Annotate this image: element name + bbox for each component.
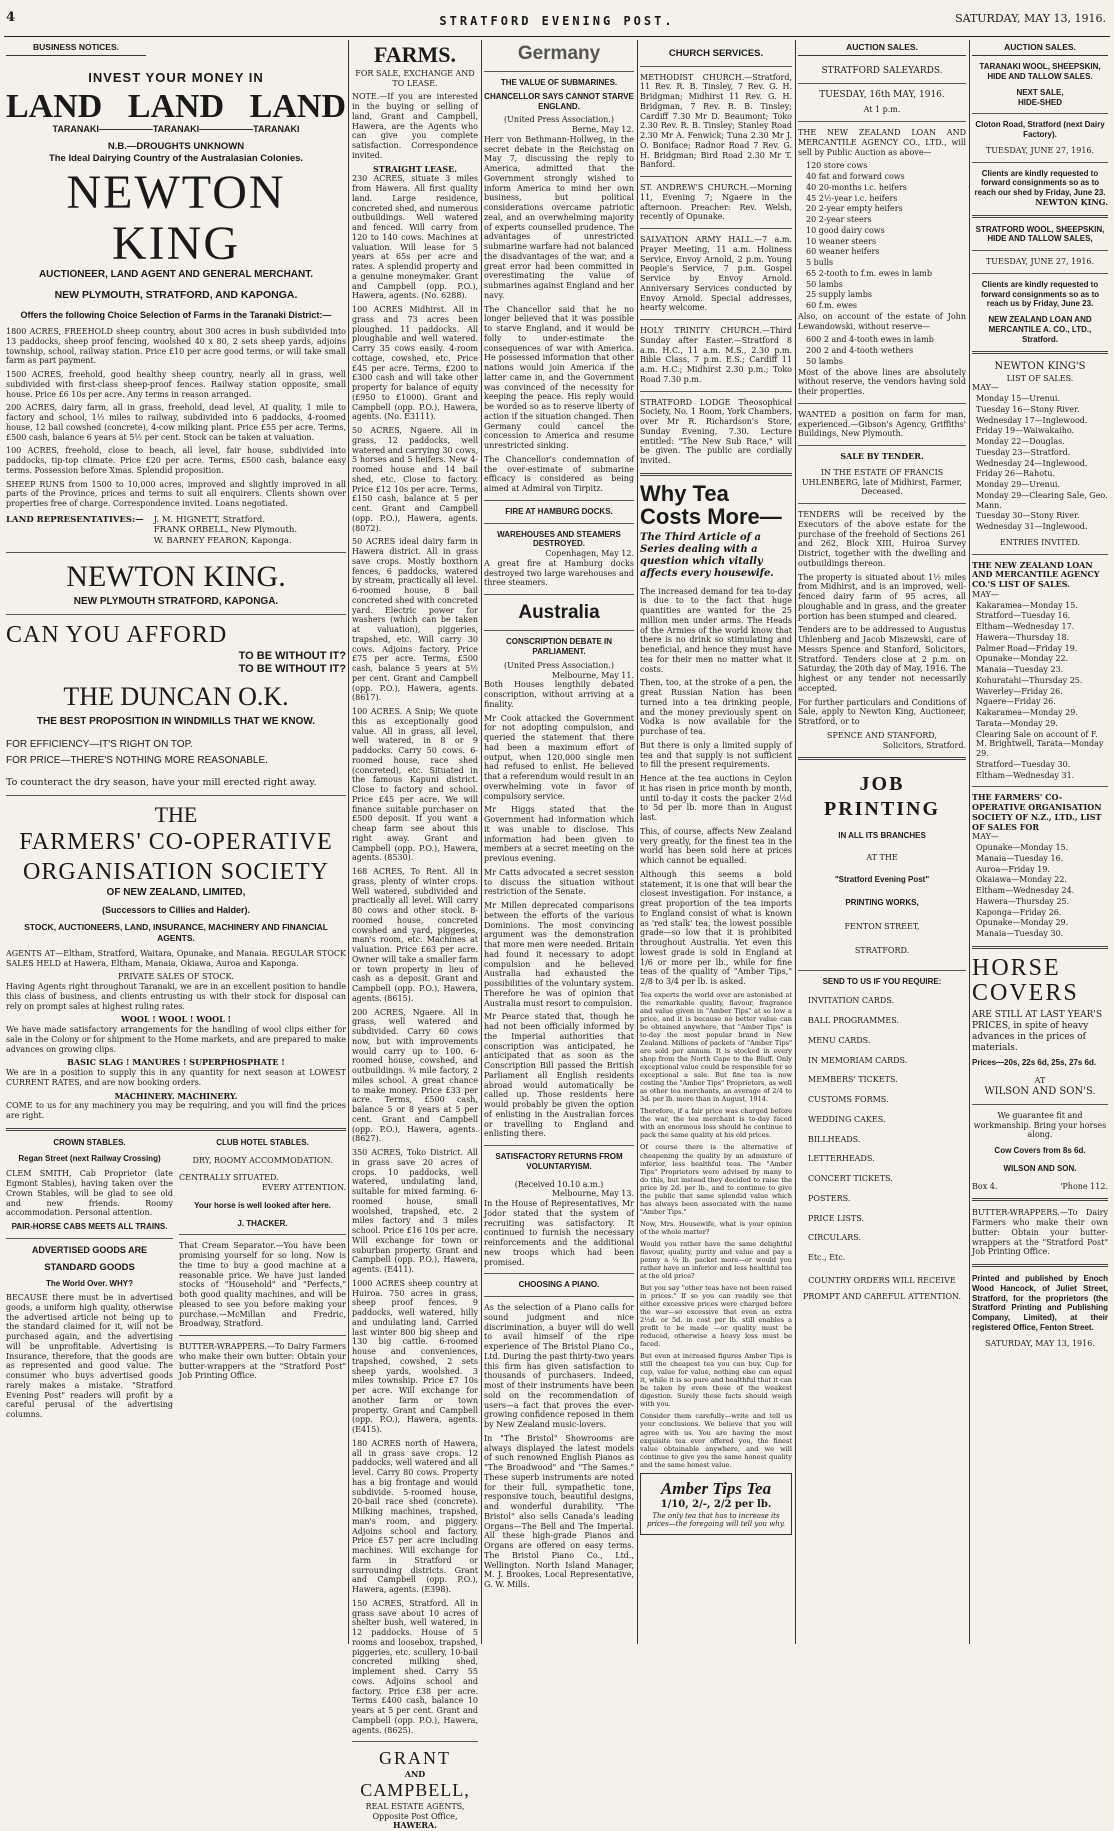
club-every: EVERY ATTENTION. (261, 1183, 346, 1193)
saleyards-also: Also, on account of the estate of John Lewandowski, without reserve— (798, 311, 966, 331)
farm-listing: 100 ACRES, freehold, close to beach, all level, fair house, subdivided into paddocks, tip-top climate. Price £20 per acre. Terms, £500 cash, balance easy terms. Possession before Xmas. Splendid proposition. (6, 446, 346, 475)
wool1-text: Clients are kindly requested to forward consignments so as to reach our shed by Friday, June 23. (974, 168, 1106, 198)
copenhagen-date: Copenhagen, May 12. (545, 549, 634, 559)
campbell-name: CAMPBELL, (360, 1780, 470, 1801)
nk-offers: Offers the following Choice Selection of Farms in the Taranaki District:— (20, 310, 332, 321)
fcos-private-text: Having Agents right throughout Taranaki, we are in an excellent position to handle this class of business, and clients entrusting us with their stock for disposal can rely on prompt sales at highest ruling rates. (6, 982, 346, 1011)
wool1-hide: HIDE-SHED (1017, 97, 1062, 107)
amber-tips-logo: Amber Tips Tea (660, 1478, 772, 1498)
tea-p: This, of course, affects New Zealand very greatly, for the finest tea in the world has been sold here at prices which cannot be equalled. (640, 826, 792, 866)
duncan-advert (6, 621, 346, 789)
church-lodge: STRATFORD LODGE Theosophical Society, No. 1 Room, York Chambers, over Mr R. Richardson's Store, Sunday Evening, 7.30. Lecture entitled: "The New Sub Race," will be given. The public are cordially invited. (640, 397, 792, 466)
tea-p: Then, too, at the stroke of a pen, the great Russian Nation has been turned into a tea drinking people, and the money previously spent on Vodka is now available for the purchase of tea. (640, 678, 792, 737)
fcos-the: THE (154, 801, 198, 827)
nzlm-may: MAY— (972, 589, 999, 599)
list-item: Tarata—Monday 29. (976, 718, 1058, 728)
cream-separator: That Cream Separator.—You have been promising yourself for so long. Now is the time to buy a good machine at a reasonable price. We have just landed stocks of "Household" and "Perfects," both good quality machines, and will be pleased to see you before making your purchase.—McMillan and Fredric, Broadway, Stratford. (179, 1241, 346, 1329)
fcos-stock: STOCK, AUCTIONEERS, LAND, INSURANCE, MACHINERY AND FINANCIAL AGENTS. (24, 922, 328, 943)
horse-title1: HORSE (972, 954, 1061, 981)
land-word: LAND (127, 88, 225, 126)
list-item: 20 2-year steers (806, 215, 872, 225)
fcos-machinery-text: COME to us for any machinery you may be requiring, and you will find the prices are right. (6, 1101, 346, 1121)
wool1-title: TARANAKI WOOL, SHEEPSKIN, HIDE AND TALLOW SALES. (979, 62, 1101, 82)
received-time: (Received 10.10 a.m.) (514, 1179, 604, 1189)
fcos-slag-text: We are in a position to supply this in any quantity for next season at LOWEST CURRENT RATES, and are now booking orders. (6, 1068, 346, 1087)
fcos-name2: ORGANISATION SOCIETY (23, 858, 329, 885)
list-item: 25 supply lambs (806, 290, 872, 300)
reps-label: LAND REPRESENTATIVES:— (6, 514, 144, 525)
germany-p2: The Chancellor said that he no longer believed that it was possible to starve England, and it would be folly to under-estimate the consequences of war with America. He possessed information that other nations would join America if the latter came in, and the Government was convinced of the necessity for keeping the peace. His reply would be worded so as to reserve liberty of action if the situation changed. Then Germany could cancel the concession to America and resume unrestricted sinking. (484, 304, 634, 451)
list-item: Monday 29—Urenui. (976, 480, 1060, 490)
tea-p: Therefore, if a fair price was charged before the war, the tea merchant is to-day faced with an enormous loss should he continue to pack the same quality at his old prices. (640, 1107, 792, 1140)
droughts-line: N.B.—DROUGHTS UNKNOWN (107, 141, 245, 153)
job-list (798, 996, 966, 1263)
farm-item: 200 ACRES, Ngaere. All in grass, well watered and subdivided. Carry 60 cows now, but with improvements would carry up to 100. 6-roomed house, cowshed, and outbuildings. ¾ mile factory, 2 miles school. A great chance to make money. Price £33 per acre. Terms, £500 cash, balance 5 or 8 years at 5 per cent. Grant and Campbell (opp. P.O.), Hawera, agents. (8627). (352, 1007, 478, 1144)
grant-rea: REAL ESTATE AGENTS, (365, 1801, 465, 1811)
horse-phone: 'Phone 112. (1060, 1181, 1108, 1191)
australia-p2: Mr Cook attacked the Government for not adopting compulsion, and queried the statement that there had been a maximum effort of output, when 120,000 single men had refused to enlist. He believed that a referendum would result in an overwhelming vote in favor of compulsory service. (484, 713, 634, 801)
list-item: 200 2 and 4-tooth wethers (806, 346, 914, 356)
nksales-list (972, 394, 1108, 532)
club-title: CLUB HOTEL STABLES. (216, 1137, 309, 1147)
job-street: FENTON STREET, (844, 922, 920, 932)
job-title2: PRINTING (823, 797, 940, 820)
germany-p3: The Chancellor's condemnation of the over-estimate of submarine efficacy is considered as being aimed at Admiral von Tirpitz. (484, 454, 634, 494)
list-item: Manaia—Tuesday 30. (976, 929, 1064, 939)
page-number: 4 (6, 10, 16, 25)
wool1-place: Cloton Road, Stratford (next Dairy Factory). (975, 120, 1105, 140)
tea-p: Consider them carefully—write and tell us your conclusions. We believe that you will agree with us. You are having the most exquisite tea ever offered you, the finest value obtainable anywhere, and we will continue to give you the same honest quality and the same honest value. (640, 1412, 792, 1469)
list-item: 45 2½-year i.c. heifers (806, 193, 898, 203)
list-item: MEMBERS' TICKETS. (808, 1075, 898, 1085)
germany-title: Germany (517, 43, 601, 64)
newton-king-title-small: NEWTON KING. (66, 559, 286, 593)
list-item: 5 bulls (806, 258, 834, 268)
list-item: Tuesday 30—Stony River. (976, 511, 1080, 521)
list-item: Etc., Etc. (808, 1253, 846, 1263)
without-it: TO BE WITHOUT IT? (238, 649, 346, 662)
list-item: POSTERS. (808, 1193, 851, 1203)
wanted-advert: WANTED a position on farm for man, experienced.—Gibson's Agency, Griffiths' Buildings, New Plymouth. (798, 409, 966, 439)
wool2-title: STRATFORD WOOL, SHEEPSKIN, HIDE AND TALLOW SALES, (975, 224, 1105, 244)
farms-title: FARMS. (373, 42, 457, 67)
list-item: Auroa—Friday 19. (976, 864, 1050, 874)
list-item: CONCERT TICKETS. (808, 1174, 893, 1184)
taranaki-row: TARANAKI——————TARANAKI——————TARANAKI (52, 124, 300, 135)
list-item: Wednesday 24—Inglewood. (976, 458, 1088, 468)
germany-sub1: THE VALUE OF SUBMARINES. (500, 78, 618, 88)
club-name: J. THACKER. (237, 1218, 288, 1228)
imprint-date: SATURDAY, MAY 13, 1916. (985, 1338, 1095, 1348)
column-auction-sales (798, 42, 966, 1642)
tea-p: Of course there is the alternative of cheapening the quality by an admixture of inferior, less healthful teas. The "Amber Tips" Proprietors were advised by many to do this, but instead they decided to raise the price by 2d. per lb., and to continue to give the public that same splendid value which has always been associated with the name "Amber Tips." (640, 1143, 792, 1216)
australia-title: Australia (518, 602, 600, 624)
tea-p: Hence at the tea auctions in Ceylon it has risen in price month by month, until to-day it costs the packer 2½d to 5d per lb. more than in August last. (640, 774, 792, 823)
saleyards-also-list (798, 335, 966, 366)
can-you-afford: CAN YOU AFFORD (6, 621, 228, 648)
column-business-notices (6, 42, 346, 1642)
job-town: STRATFORD. (854, 945, 910, 955)
adv-title: ADVERTISED GOODS ARE (31, 1244, 148, 1255)
list-item: PRICE LISTS. (808, 1213, 865, 1223)
tender-sig: SPENCE AND STANFORD, (827, 730, 937, 740)
fcos-private: PRIVATE SALES OF STOCK. (118, 972, 234, 982)
tender-p3: Tenders are to be addressed to Augustus Uhlenberg and Jacob Miszewski, care of Messrs Spence and Stanford, Solicitors, Stratford. Tenders close at 2 p.m. on Saturday, the 20th day of May, 1916. The highest or any tender not necessarily accepted. (798, 625, 966, 693)
farm-item: 168 ACRES, To Rent. All in grass, plenty of winter crops. Well watered, subdivided and practically all level. Will carry 80 cows and other stock. 8-roomed house, concreted cowshed and yard, piggeries, man's room, etc. Machines at valuation. Price £63 per acre. Owner will take a smaller farm or town property in lieu of cash as a deposit. Grant and Campbell (opp. P.O.), Hawera, agents. (8615). (352, 867, 478, 1003)
list-item: 10 good dairy cows (806, 225, 885, 235)
church-methodist: METHODIST CHURCH.—Stratford, 11 Rev. R. B. Tinsley, 7 Rev. G. H. Bridgman; Midhirst 11 Rev. G. H. Bridgman, 7 Rev. R. B. Tinsley; Cardiff 7.30 Mr D. Beaumont; Toko 2.30 Rev. R. B. Tinsley; Stanley Road 2.30 Mr A. Fenwick; Tuna 2.30 Mr J. O. Boniface; Radnor Road 7 Rev. G. H. Bridgman; Bird Road 2.30 Mr T. Banford. (640, 72, 792, 170)
invest-heading: INVEST YOUR MONEY IN (88, 70, 264, 86)
fcos-machinery: MACHINERY. MACHINERY. (114, 1090, 238, 1101)
land-row (6, 90, 346, 124)
farm-item: 50 ACRES ideal dairy farm in Hawera district. All in grass save crops. Mostly boxthorn fences, 6 paddocks, watered by stream, practically all level. 6-roomed house, 8 bail concreted shed with concreted yard. Electric power for washers (which can be taken at valuation), piggeries, trapshed, etc. Will carry 30 cows. Adjoins factory. Price £75 per acre. Terms, £500 cash, balance 5 years at 5½ per cent. Grant and Campbell (opp. P.O.), Hawera, agents. (8617). (352, 537, 478, 703)
list-item: Kakaramea—Monday 15. (976, 600, 1078, 610)
saleyards-date: TUESDAY, 16th MAY, 1916. (819, 90, 945, 101)
wool2-text: Clients are kindly requested to forward consignments so as to reach us by Friday, June 23. (980, 279, 1100, 309)
tender-p2: The property is situated about 1½ miles from Midhirst, and is an improved, well-fenced dairy farm of 95 acres, all ploughable and in grass, and the greater portion has been stumped and cleared. (798, 572, 966, 621)
list-item: Stratford—Tuesday 30. (976, 759, 1071, 769)
list-item: Tuesday 23—Stratford. (976, 447, 1071, 457)
list-item: Monday 22—Douglas. (976, 437, 1065, 447)
list-item: Manaia—Tuesday 16. (976, 853, 1064, 863)
fcos-agents: AGENTS AT—Eltham, Stratford, Waitara, Opunake, and Manaia. REGULAR STOCK SALES HELD at Hawera, Eltham, Manaia, Okiawa, Auroa and Kaponga. (6, 948, 346, 968)
column-church-tea (640, 42, 792, 1642)
column-farms (352, 42, 478, 1831)
tea-p: Would you rather have the same delightful flavour, quality, purity and value and pay a penny a ¼ lb. packet more—or would you rather have an inferior and less healthful tea at the old price? (640, 1239, 792, 1280)
tender-title: SALE BY TENDER. (840, 451, 924, 462)
nksales-entries: ENTRIES INVITED. (999, 537, 1081, 547)
masthead (0, 10, 1114, 36)
farms-sub: FOR SALE, EXCHANGE AND TO LEASE. (355, 68, 475, 88)
list-item: Stratford—Tuesday 16. (976, 611, 1071, 621)
fcos-wool: WOOL ! WOOL ! WOOL ! (120, 1014, 232, 1025)
adv-world: The World Over. WHY? (46, 1279, 133, 1289)
wool2-name: NEW ZEALAND LOAN AND MERCANTILE A. CO., LTD., Stratford. (988, 315, 1092, 344)
list-item: Wednesday 31—Inglewood. (976, 522, 1088, 532)
church-title: CHURCH SERVICES. (668, 48, 764, 59)
paper-date: SATURDAY, MAY 13, 1916. (955, 12, 1106, 25)
tea-sub: The Third Article of a Series dealing with a question which vitally affects every housewife. (640, 531, 774, 580)
duncan-price: FOR PRICE—THERE'S NOTHING MORE REASONABLE. (6, 754, 268, 766)
amber-tips-prices: 1/10, 2/-, 2/2 per lb. (660, 1499, 772, 1511)
list-item: Okaiawa—Monday 22. (976, 875, 1067, 885)
tender-p4: For further particulars and Conditions of Sale, apply to Newton King, Auctioneer, Stratford, or to (798, 697, 966, 727)
australia-assoc: (United Press Association.) (504, 660, 614, 670)
crown-stables-advert (6, 1138, 173, 1424)
nk2-towns: NEW PLYMOUTH STRATFORD, KAPONGA. (73, 595, 279, 607)
list-item: WEDDING CAKES. (808, 1114, 886, 1124)
farm-item: 180 ACRES north of Hawera, all in grass save crops. 12 paddocks, well watered and all level. Carry 80 cows. Property has a big frontage and would subdivide. 5-roomed house, 20-bail race shed (concrete). Milking machines, trapshed, man's room, and piggery. Adjoins school and factory. Price £57 per acre including machines. Will exchange for farm in Stratford or surrounding districts. Grant and Campbell (opp. P.O.), Hawera, agents. (E398). (352, 1438, 478, 1595)
warehouses: WAREHOUSES AND STEAMERS DESTROYED. (497, 529, 621, 549)
column-rule (969, 40, 970, 1644)
column-rule (637, 40, 638, 1644)
tea-p: But even at increased figures Amber Tips is still the cheapest tea you can buy. Cup for cup, value for value, nothing else can equal it, while it is so pure and healthful that it can be taken by even those of the weakest digestion. Surely these facts should weigh with you. (640, 1352, 792, 1409)
horse-prices: Prices—20s, 22s 6d, 25s, 27s 6d. (972, 1058, 1097, 1068)
farm-item: 50 ACRES, Ngaere. All in grass, 12 paddocks, well watered and carrying 30 cows, 5 horses and 5 heifers. New 4-roomed house and 14 bail shed, etc. Close to factory. Price £12 10s per acre. Terms, £150 cash, balance at 5 per cent. Grant and Campbell (opp. P.O.), Hawera, agents. (8072). (352, 426, 478, 533)
column-cables (484, 42, 634, 1642)
tea-title1: Why Tea (640, 480, 729, 506)
rep-name: W. BARNEY FEARON, Kaponga. (153, 535, 292, 546)
crown-title: CROWN STABLES. (53, 1137, 126, 1147)
column-rule (795, 40, 796, 1644)
list-item: Tuesday 16—Stony River. (976, 404, 1080, 414)
horse-firm: WILSON AND SON. (1003, 1163, 1077, 1173)
job-send: SEND TO US IF YOU REQUIRE: (822, 976, 942, 986)
imprint: Printed and published by Enoch Wood Hancock, of Juliet Street, Stratford, for the proprietors (the Stratford Printing and Publishing Company, Limited), at their registered Office, Fenton Street. (972, 1274, 1108, 1332)
fcos2-may: MAY— (972, 832, 999, 842)
club-horse: Your horse is well looked after here. (194, 1200, 331, 1210)
land-word: LAND (6, 88, 103, 126)
land-word: LAND (249, 88, 346, 126)
list-item: 20 2-year empty heifers (806, 204, 903, 214)
butter-wrappers: BUTTER-WRAPPERS.—To Dairy Farmers who make their own butter: Obtain your butter-wrappers at the "Stratford Post" Job Printing Office. (179, 1342, 346, 1381)
piano-p1: As the selection of a Piano calls for sound judgment and nice discrimination, a buyer will do well to avail himself of the ripe experience of The Bristol Piano Co., Ltd. During the past thirty-two years this firm has given satisfaction to thousands of purchasers. Indeed, most of their instruments have been sold on the recommendation of users—a fact that proves the ever-growing confidence reposed in them by New Zealand music-lovers. (484, 1303, 634, 1430)
church-trinity: HOLY TRINITY CHURCH.—Third Sunday after Easter.—Stratford 8 a.m. H.C., 11 a.m. M.S., 2.30 p.m. Bible Class, 7 p.m. E.S.; Cardiff 11 a.m. H.C.; Midhirst 2.30 p.m.; Toko Road 7.30 p.m. (640, 326, 792, 384)
nk-role: AUCTIONEER, LAND AGENT AND GENERAL MERCHANT. (38, 269, 314, 281)
germany-p1: Herr von Bethmann-Hollweg, in the secret debate in the Reichstag on May 7, discussing the reply to America, admitted that the Government strongly wished to inform America to mind her own business, but political considerations overcame patriotic zeal, and an overwhelming majority of experts counselled prudence. The advantages of unrestricted submarine warfare had not balanced the disadvantages of the war, and a great error had been committed in overestimating the value of submarines against England and her navy. (484, 134, 634, 300)
list-item: 120 store cows (806, 161, 868, 171)
farm-listing: 200 ACRES, dairy farm, all in grass, freehold, dead level, AI quality, 1 mile to factory and school, 1½ miles to railway, subdivided into 6 paddocks, 4-roomed house, 12 bail cowshed (concrete), 4-cow milking plant. Price £55 per acre. Terms, £500 cash, balance 6 years at 5½ per cent. Stock can be taken at valuation. (6, 403, 346, 442)
nksales-title: NEWTON KING'S (994, 361, 1086, 373)
list-item: Hawera—Thursday 25. (976, 896, 1070, 906)
list-item: 40 20-months i.c. heifers (806, 182, 907, 192)
list-item: Monday 29—Clearing Sale, Geo. Mann. (976, 490, 1108, 510)
job-works: PRINTING WORKS, (845, 898, 919, 908)
list-item: 60 weaner heifers (806, 247, 880, 257)
job-office: "Stratford Evening Post" (834, 874, 930, 884)
list-item: 10 weaner steers (806, 236, 877, 246)
newton-king-advert (6, 70, 346, 546)
tea-p: The increased demand for tea to-day is due to to the fact that huge quantities are wanted for the 25 million men under arms. The Heads of the Armies of the world know that there is no drink so stimulating and beneficial, and hence they must have tea for their men no matter what it costs. (640, 586, 792, 674)
duncan-counteract: To counteract the dry season, have your mill erected right away. (6, 777, 317, 789)
land-reps (6, 515, 346, 546)
job-country: COUNTRY ORDERS WILL RECEIVE PROMPT AND CAREFUL ATTENTION. (802, 1275, 962, 1301)
list-item: Clearing Sale on account of F. M. Brightwell, Tarata—Monday 29. (976, 729, 1104, 759)
adv-text: BECAUSE there must be in advertised goods, a uniform high quality, otherwise the advertised article not being up to the standard claimed for it, will not be purchased again, and the advertising will be unprofitable. Advertising is Insurance, therefore, that the goods are as represented and good value. The consumer who buys advertised goods rarely makes a mistake. "Stratford Evening Post" readers will profit by a careful perusal of the advertising columns. (6, 1293, 173, 1420)
farm-item: 230 ACRES, situate 3 miles from Hawera. All first quality land. Large residence, concreted shed, and numerous outbuildings. Well watered and fenced. Will carry from 120 to 140 cows. Machines at valuation. Will lease for 5 years at 65s per acre and rates. A splendid property and a genuine moneymaker. Grant and Campbell (opp. P.O.), Hawera, agents. (No. 6288). (352, 174, 478, 301)
wool1-date: TUESDAY, JUNE 27, 1916. (985, 145, 1095, 155)
list-item: Eltham—Wednesday 24. (976, 886, 1075, 896)
fcos-slag: BASIC SLAG ! MANURES ! SUPERPHOSPHATE ! (67, 1057, 285, 1068)
sheep-runs: SHEEP RUNS from 1500 to 10,000 acres, improved and slightly improved in all parts of the Province, prices and terms to suit all enquirers. Clients shown over properties free of charge. Correspondence invited. Loans negotiated. (6, 479, 346, 509)
butter-wrappers: BUTTER-WRAPPERS.—To Dairy Farmers who make their own butter: Obtain your butter-wrappers at the "Stratford Post" Job Printing Office. (972, 1208, 1108, 1257)
fcos-successors: (Successors to Cillies and Halder). (101, 905, 251, 916)
job-branches: IN ALL ITS BRANCHES (838, 831, 926, 841)
fcos2-title: THE FARMERS' CO-OPERATIVE ORGANISATION SOCIETY OF N.Z., LTD., LIST OF SALES FOR (972, 792, 1102, 832)
paper-title: STRATFORD EVENING POST. (439, 14, 675, 28)
wool1-name: NEWTON KING. (1035, 196, 1108, 207)
grant-hawera: HAWERA. (392, 1820, 438, 1831)
duncan-best: THE BEST PROPOSITION IN WINDMILLS THAT WE KNOW. (36, 716, 316, 728)
wool1-next: NEXT SALE, (1016, 87, 1064, 97)
newton-king-title: NEWTON KING (66, 166, 286, 270)
list-item: Opunake—Monday 29. (976, 918, 1069, 928)
rep-name: FRANK ORBELL, New Plymouth. (153, 525, 298, 536)
church-salvation: SALVATION ARMY HALL.—7 a.m. Prayer Meeting, 11 a.m. Holiness Service, Envoy Arnold, 2 p.m. Young People's Service, 7 p.m. Gospel Service by Envoy Arnold. Anniversary Services conducted by Envoy Arnold. Special addresses, hearty welcome. (640, 235, 792, 313)
australia-p1: Both Houses lengthily debated conscription, without arriving at a finality. (484, 680, 634, 709)
job-printing-advert (798, 772, 966, 1305)
nksales-may: MAY— (972, 383, 999, 393)
fire-title: FIRE AT HAMBURG DOCKS. (505, 506, 613, 516)
amber-tips-note: The only tea that has to increase its prices—the foregoing will tell you why. (646, 1511, 786, 1529)
club-central: CENTRALLY SITUATED. (179, 1173, 279, 1183)
list-item: Kohuratahi—Thursday 25. (976, 675, 1083, 685)
australia-p5: Mr Millen deprecated comparisons between the efforts of the various Dominions. The most convincing argument was the demonstration that more men were needed. Britain had found it necessary to adopt compulsion and he believed Australia had exhausted the possibilities of the voluntary system. Therefore he was of opinion that Australia must resort to compulsion. (484, 901, 634, 1008)
grant-opp: Opposite Post Office, (372, 1811, 458, 1821)
tender-p1: TENDERS will be received by the Executors of the above estate for the purchase of the freehold of Sections 261 and 262, Block XIII, Huiroa Survey District, together with the dwelling and outbuildings thereon. (798, 510, 966, 568)
saleyards-tail: Most of the above lines are absolutely without reserve, the vendors having sold their properties. (798, 367, 966, 397)
job-title1: JOB (859, 773, 905, 796)
church-andrews: ST. ANDREW'S CHURCH.—Morning 11, Evening 7; Ngaere in the afternoon. Preacher: Rev. Welsh, recently of Opunake. (640, 183, 792, 222)
list-item: INVITATION CARDS. (808, 996, 895, 1006)
list-item: Manaia—Tuesday 23. (976, 665, 1064, 675)
column-auction-sales-2 (972, 42, 1108, 1642)
club-stables-advert (179, 1138, 346, 1424)
tea-p: But you say "other teas have not been raised in prices." If so you can readily see that either excessive prices were charged before the war—so excessive that even an extra 2½d. or 5d. in cost per lb. still enables a profit to be made —or quality must be reduced, otherwise a heavy loss must be faced. (640, 1283, 792, 1349)
farm-item: 350 ACRES, Toko District. All in grass save 20 acres of crops. 10 paddocks, well watered, undulating land, suitable for mixed farming. 6-roomed house, small woolshed, trapshed, etc. 2 miles factory and 3 miles school. Price £16 10s per acre. Will exchange for town or suburban property. Grant and Campbell (opp. P.O.), Hawera, agents. (E411). (352, 1148, 478, 1275)
without-it-2: TO BE WITHOUT IT? (238, 663, 346, 676)
list-item: CIRCULARS. (808, 1233, 862, 1243)
adv-standard: STANDARD GOODS (44, 1261, 135, 1273)
australia-p6: Mr Pearce stated that, though he had not been officially informed by the Imperial authorities that conscription was anticipated, he anticipated that as soon as the Conscription Bill passed the British Parliament all English residents abroad would automatically be called up. Those residents here would probably be given the option of enlisting in the Australian forces or travelling to England and enlisting there. (484, 1012, 634, 1139)
germany-date: Berne, May 12. (571, 125, 634, 135)
ideal-line: The Ideal Dairying Country of the Australasian Colonies. (48, 152, 304, 164)
list-item: Friday 26—Rahotu. (976, 469, 1055, 479)
satisfactory-title: SATISFACTORY RETURNS FROM VOLUNTARYISM. (495, 1152, 623, 1171)
farmers-coop-advert (6, 802, 346, 1121)
fire-text: A great fire at Hamburg docks destroyed two large warehouses and three steamers. (484, 558, 634, 588)
rep-name: J. M. HIGNETT, Stratford. (153, 514, 266, 525)
conscription-sub: CONSCRIPTION DEBATE IN PARLIAMENT. (505, 637, 613, 657)
grant-and: AND (404, 1769, 426, 1780)
list-item: 50 lambs (806, 356, 843, 366)
farm-listing: 1800 ACRES, FREEHOLD sheep country, about 300 acres in bush subdivided into 13 paddocks, sheep proof fencing, woolshed 40 x 80, 2 sets sheep yards, adjoins township, school, railway station. Price £10 per acre good terms, or will take small farm as part payment. (6, 327, 346, 366)
farm-item: 150 ACRES, Stratford. All in grass save about 10 acres of shelter bush, well watered, in 12 paddocks. House of 5 rooms and loosebox, trapshed, piggeries, etc. scullery, 10-bail concreted milking shed, implement shed. Carry 55 cows. Adjoins school and factory. Price £38 per acre. Terms £400 cash, balance 10 years at 5 per cent. Grant and Campbell (opp. P.O.), Hawera, agents. (8625). (352, 1598, 478, 1735)
duncan-efficiency: FOR EFFICIENCY—IT'S RIGHT ON TOP. (6, 738, 193, 750)
list-item: CUSTOMS FORMS. (808, 1095, 889, 1105)
tea-p: But there is only a limited supply of tea and that supply is not sufficient to fill the present requirements. (640, 740, 792, 770)
list-item: 50 lambs (806, 279, 843, 289)
nk-towns: NEW PLYMOUTH, STRATFORD, AND KAPONGA. (54, 289, 298, 302)
germany-assoc: (United Press Association.) (504, 115, 614, 125)
nzlm-title: THE NEW ZEALAND LOAN AND MERCANTILE AGENCY CO.'S LIST OF SALES. (972, 559, 1100, 590)
list-item: IN MEMORIAM CARDS. (808, 1055, 908, 1065)
australia-p4: Mr Catts advocated a secret session to discuss the situation without restriction of the Senate. (484, 867, 634, 897)
horse-cow: Cow Covers from 8s 6d. (994, 1146, 1086, 1155)
saleyards-time: At 1 p.m. (863, 105, 901, 115)
australia-date: Melbourne, May 11. (551, 670, 634, 680)
horse-at: AT (1034, 1075, 1046, 1085)
australia-p3: Mr Higgs stated that the Government had information which it was unable to disclose. This information had been given to members at a secret meeting on the previous evening. (484, 805, 634, 864)
saleyards-title: STRATFORD SALEYARDS. (821, 66, 943, 77)
column-rule (348, 40, 349, 1644)
farm-listing: 1500 ACRES, freehold, good healthy sheep country, nearly all in grass, well subdivided with first-class sheep-proof fences. Railway station opposite, small house. Price £6 10s per acre. Any terms in reason arranged. (6, 370, 346, 399)
piano-title: CHOOSING A PIANO. (518, 1280, 600, 1290)
list-item: LETTERHEADS. (808, 1154, 875, 1164)
club-dry: DRY, ROOMY ACCOMMODATION. (192, 1155, 333, 1165)
horse-name: WILSON AND SON'S. (984, 1085, 1096, 1097)
crown-addr: Regan Street (next Railway Crossing) (18, 1153, 161, 1163)
list-item: Eltham—Wednesday 17. (976, 622, 1075, 632)
nksales-sub: LIST OF SALES. (1006, 373, 1074, 383)
top-rule (4, 36, 1110, 37)
tender-sig2: Solicitors, Stratford. (882, 740, 966, 750)
list-item: BILLHEADS. (808, 1134, 861, 1144)
job-at: AT THE (866, 852, 898, 862)
saleyards-intro: THE NEW ZEALAND LOAN AND MERCANTILE AGENCY CO., LTD., will sell by Public Auction as above— (798, 128, 966, 157)
fcos2-list (972, 843, 1108, 939)
list-item: Waverley—Friday 26. (976, 686, 1063, 696)
list-item: 600 2 and 4-tooth ewes in lamb (806, 335, 934, 345)
horse-title2: COVERS (972, 979, 1079, 1006)
list-item: Ngaere—Friday 26. (976, 697, 1056, 707)
farm-item: 1000 ACRES sheep country at Huiroa. 750 acres in grass, sheep proof fences. 9 paddocks, well watered, hilly and undulating land. Carried last winter 800 big sheep and 130 big cattle. 6-roomed house and conveniences, trapshed, cowshed, 2 sets sheep yards, woolshed. 3 miles township. Price £7 10s per acre. Will exchange for another farm or town property. Grant and Campbell (opp. P.O.), Hawera, agents. (E415). (352, 1278, 478, 1435)
column-rule (481, 40, 482, 1644)
list-item: Eltham—Wednesday 31. (976, 770, 1075, 780)
list-item: 60 f.m. ewes (806, 301, 858, 311)
fcos-nz: OF NEW ZEALAND, LIMITED, (106, 886, 246, 898)
nzlm-list (972, 601, 1108, 781)
tea-p: Tea experts the world over are astonished at the remarkable quality, flavour, fragrance and value given in "Amber Tips" at so low a price, and it is because no better value can be obtained anywhere, that "Amber Tips" is to-day the most popular brand in New Zealand. Millions of packets of "Amber Tips" are sold per annum. It is stocked in every shop from the North Cape to the Bluff. Only exceptional value could be responsible for so exceptional a sale. But fine tea is now costing the "Amber Tips" Proprietors, as well as other tea merchants, an average of 2/4 to 3d. per lb. more than in August, 1914. (640, 990, 792, 1104)
list-item: Palmer Road—Friday 19. (976, 643, 1078, 653)
list-item: Friday 19—Waiwakaiho. (976, 426, 1075, 436)
list-item: Wednesday 17—Inglewood. (976, 415, 1088, 425)
list-item: Hawera—Thursday 18. (976, 632, 1070, 642)
farm-item: 100 ACRES. A Snip; We quote this as exceptionally good value. All in grass, all level, well watered, in 8 or 9 paddocks. Carry 50 cows. 6-roomed house, race shed (concreted), etc. Situated in the famous Kapuni district. Close to factory and school. Price £45 per acre. We will finance suitable purchaser on £500 deposit. If you want a cheap farm see about this right away. Grant and Campbell (opp. P.O.), Hawera, agents. (8530). (352, 707, 478, 863)
list-item: Monday 15—Urenui. (976, 394, 1060, 404)
list-item: Opunake—Monday 15. (976, 843, 1069, 853)
crown-text: CLEM SMITH, Cab Proprietor (late Egmont Stables), having taken over the Crown Stables, will be glad to see old and new friends. Roomy accommodation. Personal attention. (6, 1169, 173, 1218)
fcos-name1: FARMERS' CO-OPERATIVE (19, 829, 333, 856)
list-item: Kakaramea—Monday 29. (976, 708, 1078, 718)
saleyards-list (798, 161, 966, 311)
piano-p2: In "The Bristol" Showrooms are always displayed the latest models of such renowned English Pianos as "The Broadwood" and "The Sames." These superb instruments are noted for their full, sympathetic tone, responsive touch, beautiful designs, and wonderful durability. "The Bristol" also sells Canada's leading Organs—The Bell and The Imperial. All these high-grade Pianos and Organs are offered on easy terms. The Bristol Piano Co., Ltd., Wellington. North Island Manager, M. J. Brookes, Local Representative, G. W. Mills. (484, 1433, 634, 1590)
tea-title2: Costs More— (640, 503, 782, 529)
section-header: BUSINESS NOTICES. (6, 42, 146, 56)
list-item: BALL PROGRAMMES. (808, 1016, 899, 1026)
crown-pair: PAIR-HORSE CABS MEETS ALL TRAINS. (11, 1222, 168, 1232)
horse-still: ARE STILL AT LAST YEAR'S PRICES, in spite of heavy advances in the prices of materials. (972, 1010, 1103, 1054)
list-item: Opunake—Monday 22. (976, 654, 1069, 664)
list-item: 40 fat and forward cows (806, 172, 905, 182)
list-item: MENU CARDS. (808, 1035, 871, 1045)
tender-estate: IN THE ESTATE OF FRANCIS UHLENBERG, late of Midhirst, Farmer, Deceased. (801, 467, 963, 497)
straight-lease: STRAIGHT LEASE. (372, 163, 458, 174)
germany-sub2: CHANCELLOR SAYS CANNOT STARVE ENGLAND. (484, 91, 634, 111)
tea-p: Now, Mrs. Housewife, what is your opinion of the whole matter? (640, 1219, 792, 1236)
duncan-title: THE DUNCAN O.K. (63, 681, 289, 711)
horse-guarantee: We guarantee fit and workmanship. Bring your horses along. (973, 1110, 1107, 1140)
farm-item: 100 ACRES Midhirst. All in grass and 73 acres been ploughed. 11 paddocks. All ploughable and well watered. Carry 35 cows easily. 4-room cottage, cowshed, etc. Price £45 per acre. Terms, £200 to £300 cash and will take other property for balance of equity (£950 to £1000). Grant and Campbell (opp. P.O.), Hawera, agents. (No. E3111). (352, 305, 478, 422)
amber-tips-box (640, 1473, 792, 1535)
section-header: AUCTION SALES. (798, 42, 966, 56)
section-header: AUCTION SALES. (972, 42, 1108, 56)
melbourne-date: Melbourne, May 13. (551, 1189, 634, 1199)
farms-note: NOTE.—If you are interested in the buying or selling of land, Grant and Campbell, Hawera, are the Agents who can give you complete satisfaction. Correspondence invited. (352, 92, 478, 160)
wool2-date: TUESDAY, JUNE 27, 1916. (985, 257, 1095, 267)
list-item: Kaponga—Friday 26. (976, 907, 1062, 917)
list-item: 65 2-tooth to f.m. ewes in lamb (806, 268, 932, 278)
tea-p: Although this seems a bold statement, it is one that will bear the closest investigation. For instance, a great proportion of the tea imports to England consist of what is known as 'red stalk' tea, the lowest possible grade—so low that it is prohibited throughout Australia. Yet even this lowest grade is sold in England at 1/6 or more per lb., while for fine teas of the quality of "Amber Tips," 2/8 to 3/4 per lb. is asked. (640, 869, 792, 987)
fcos-wool-text: We have made satisfactory arrangements for the handling of wool clips either for sale in the Colony or for shipment to the Home markets, and are prepared to make advances on growing clips. (6, 1025, 346, 1054)
australia-p7: In the House of Representatives, Mr Jodor stated that the system of recruiting was satisfactory. It continued to furnish the necessary reinforcements and the additional new troops which had been promised. (484, 1199, 634, 1267)
grant-name: GRANT (379, 1748, 451, 1769)
horse-box: Box 4. (972, 1181, 998, 1191)
